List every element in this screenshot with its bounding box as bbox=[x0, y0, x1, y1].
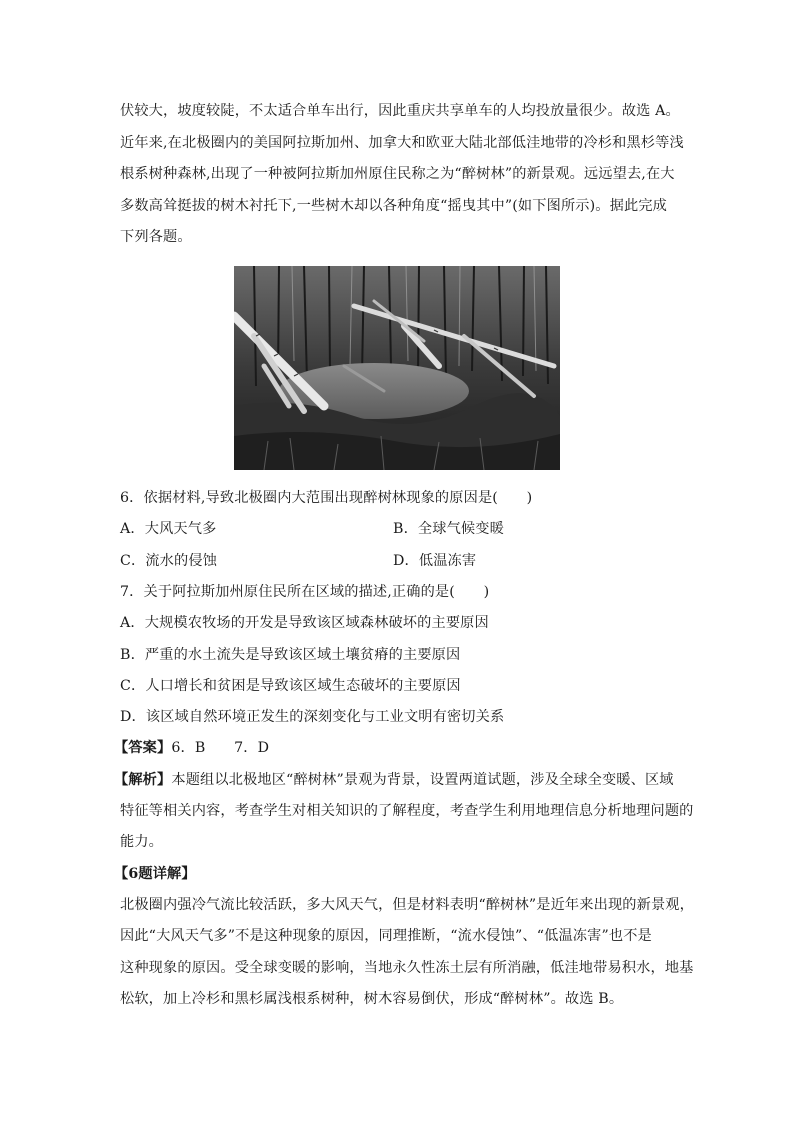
question-6-option-c: C．流水的侵蚀 bbox=[120, 553, 218, 569]
question-6-stem: 6．依据材料,导致北极圈内大范围出现醉树林现象的原因是( ) bbox=[120, 490, 533, 506]
paragraph-line: 伏较大，坡度较陡，不太适合单车出行，因此重庆共享单车的人均投放量很少。故选 A。 bbox=[120, 103, 680, 119]
answer-label: 【答案】 bbox=[114, 740, 172, 756]
question-7-option-d: D．该区域自然环境正发生的深刻变化与工业文明有密切关系 bbox=[120, 709, 505, 725]
paragraph-line: 下列各题。 bbox=[120, 229, 192, 245]
detail-line: 松软，加上冷杉和黑杉属浅根系树种，树木容易倒伏，形成“醉树林”。故选 B。 bbox=[120, 991, 624, 1007]
question-6-option-d: D．低温冻害 bbox=[393, 553, 477, 569]
question-7-option-a: A．大规模农牧场的开发是导致该区域森林破坏的主要原因 bbox=[120, 615, 489, 631]
analysis-line: 能力。 bbox=[120, 834, 164, 850]
paragraph-line: 根系树种森林,出现了一种被阿拉斯加州原住民称之为“醉树林”的新景观。远远望去,在大 bbox=[120, 166, 675, 182]
detail-line: 北极圈内强冷气流比较活跃，多大风天气，但是材料表明“醉树林”是近年来出现的新景观， bbox=[120, 897, 694, 913]
forest-photo-icon bbox=[234, 266, 560, 470]
analysis-line bbox=[114, 771, 684, 789]
detail-line: 因此“大风天气多”不是这种现象的原因，同理推断，“流水侵蚀”、“低温冻害”也不是 bbox=[120, 928, 652, 944]
paragraph-line: 近年来,在北极圈内的美国阿拉斯加州、加拿大和欧亚大陆北部低洼地带的冷杉和黑杉等浅 bbox=[120, 135, 684, 151]
answer-line bbox=[114, 739, 684, 757]
analysis-label: 【解析】 bbox=[114, 772, 172, 788]
detail-line: 这种现象的原因。受全球变暖的影响，当地永久性冻土层有所消融，低洼地带易积水，地基 bbox=[120, 960, 694, 976]
question-7-option-c: C．人口增长和贫困是导致该区域生态破坏的主要原因 bbox=[120, 678, 461, 694]
analysis-text: 本题组以北极地区“醉树林”景观为背景，设置两道试题，涉及全球全变暖、区域 bbox=[171, 772, 674, 788]
answer-text: 6．B 7．D bbox=[171, 740, 270, 756]
forest-photo bbox=[234, 266, 560, 470]
question-7-option-b: B．严重的水土流失是导致该区域土壤贫瘠的主要原因 bbox=[120, 647, 461, 663]
question-7-stem: 7．关于阿拉斯加州原住民所在区域的描述,正确的是( ) bbox=[120, 584, 490, 600]
paragraph-line: 多数高耸挺拔的树木衬托下,一些树木却以各种角度“摇曳其中”(如下图所示)。据此完成 bbox=[120, 198, 667, 214]
question-6-option-a: A．大风天气多 bbox=[120, 521, 217, 537]
detail-6-label: 【6题详解】 bbox=[114, 866, 196, 882]
question-6-option-b: B．全球气候变暖 bbox=[393, 521, 504, 537]
analysis-line: 特征等相关内容，考查学生对相关知识的了解程度，考查学生利用地理信息分析地理问题的 bbox=[120, 803, 694, 819]
